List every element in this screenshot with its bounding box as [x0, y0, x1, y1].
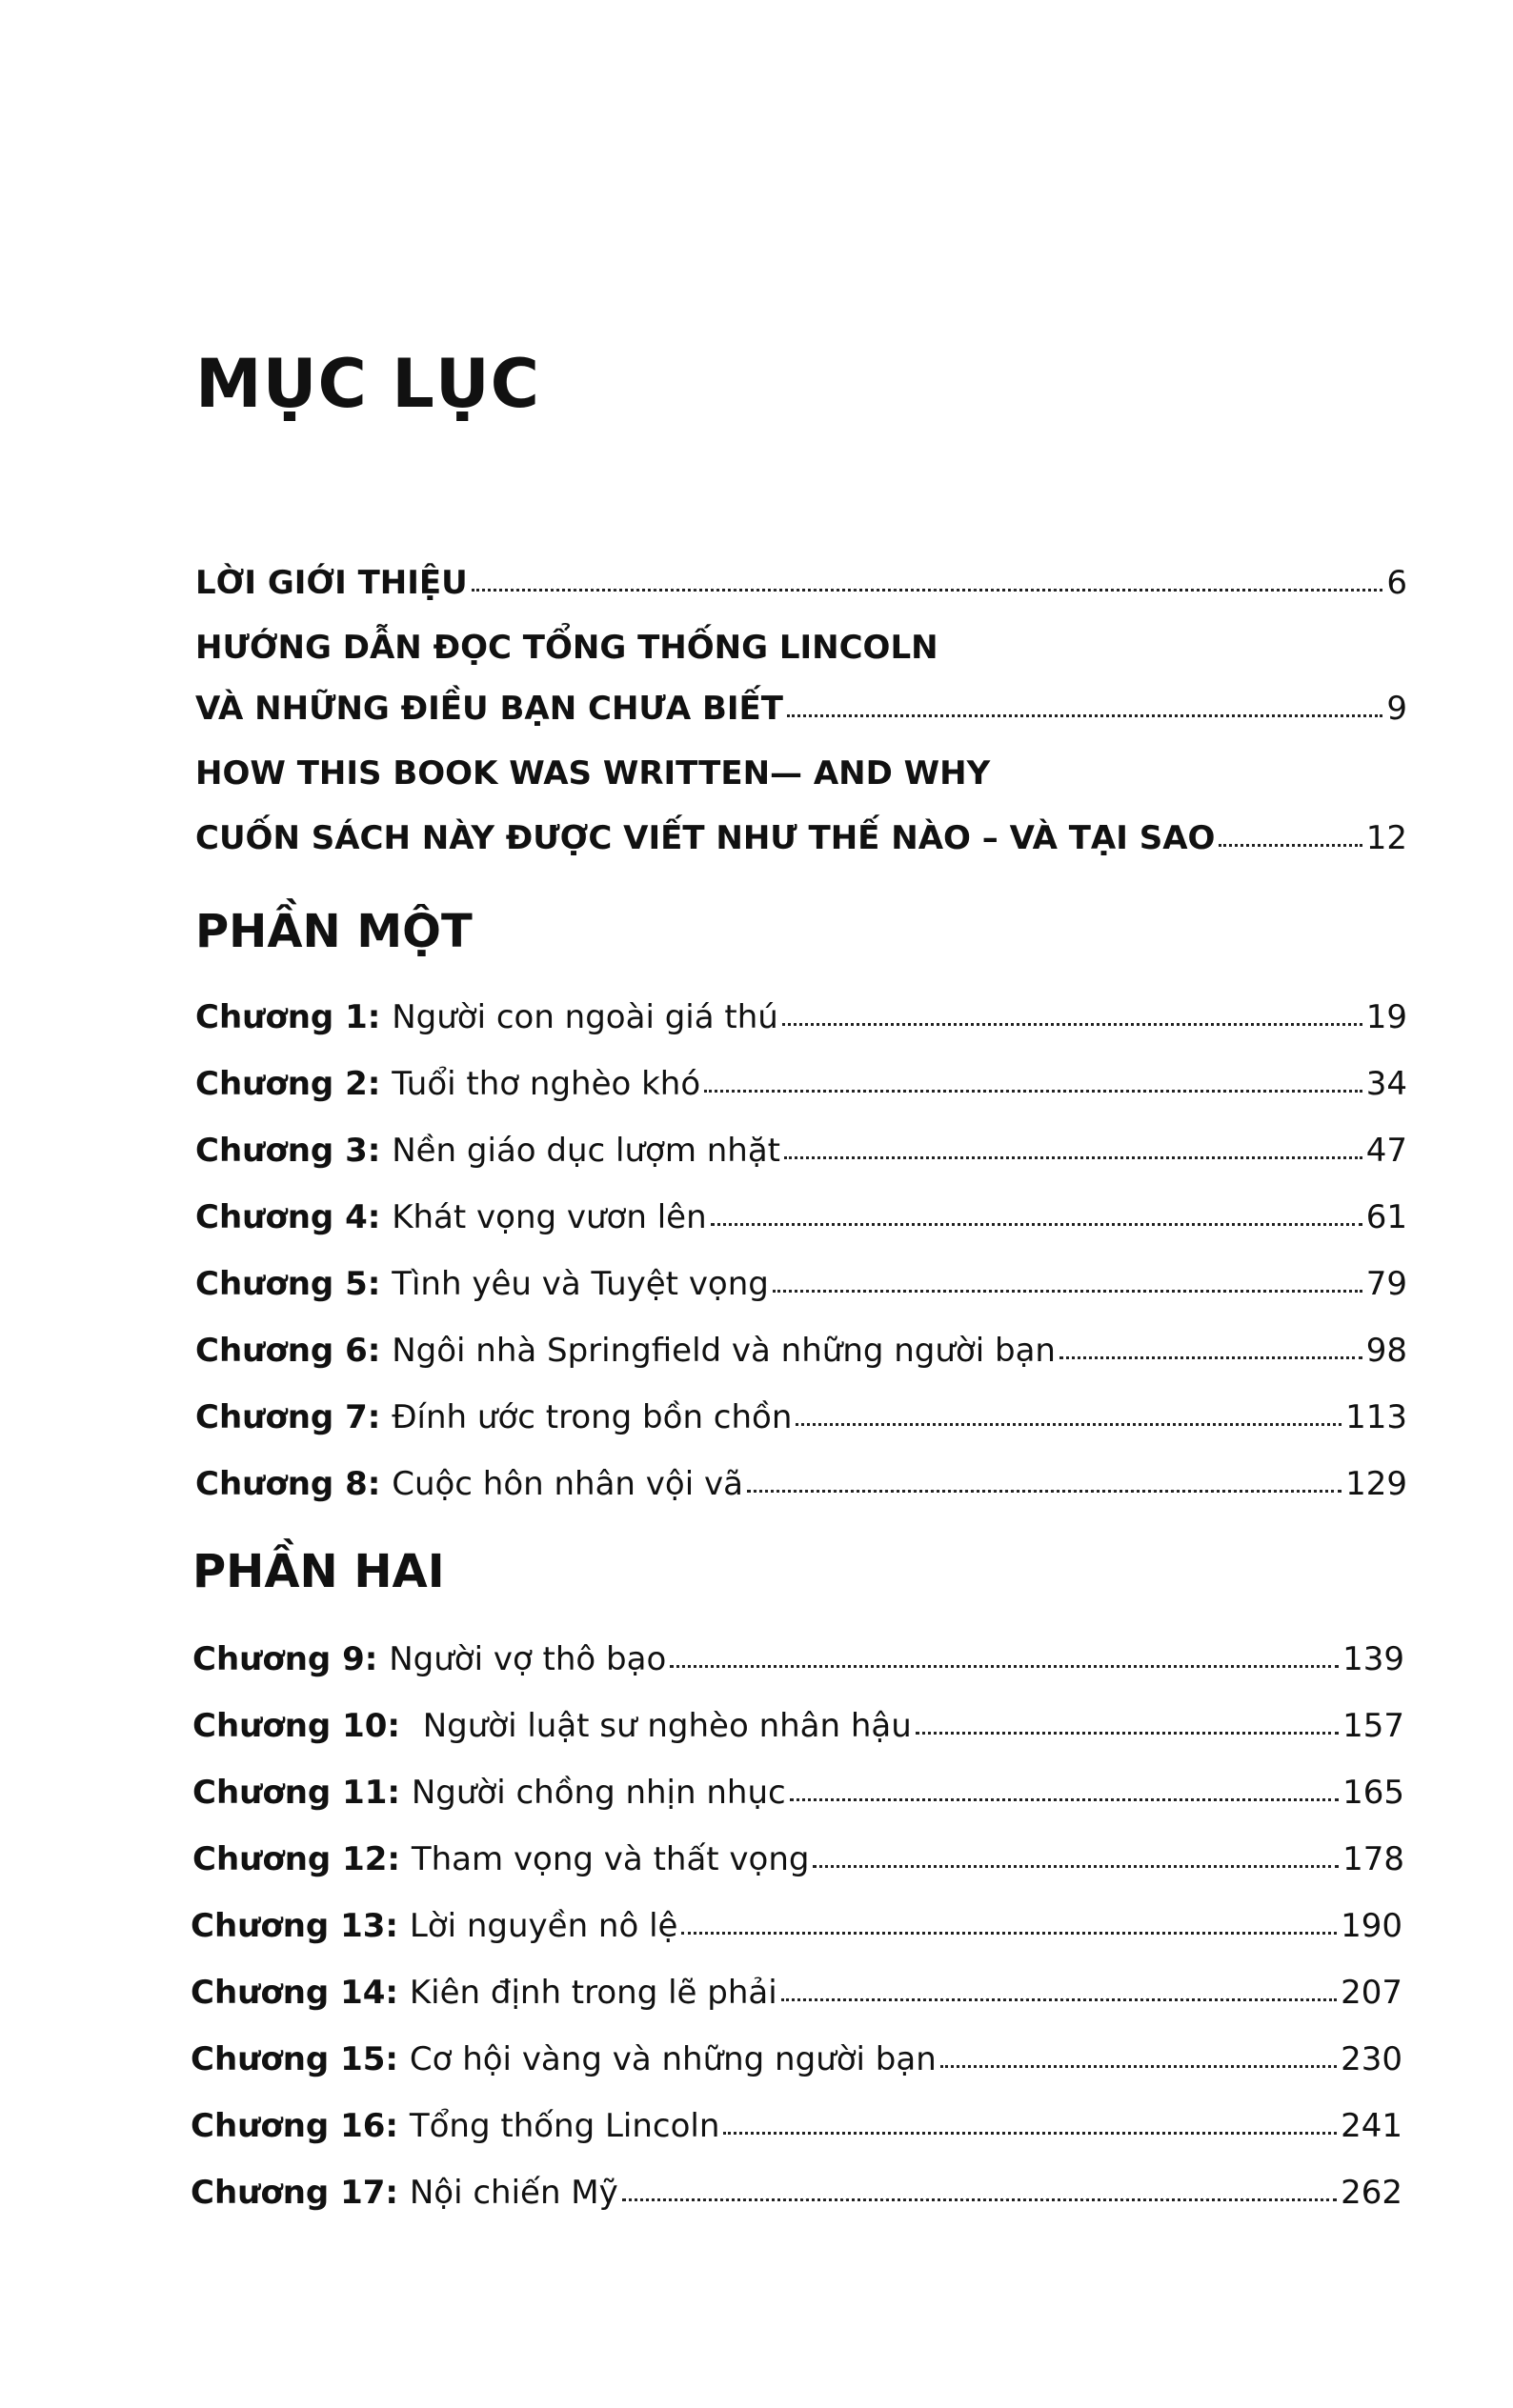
leader-dots: [787, 714, 1382, 717]
leader-dots: [711, 1223, 1362, 1226]
leader-dots: [472, 589, 1383, 592]
toc-chapter-4[interactable]: Chương 4 : Khát vọng vươn lên 61: [195, 1198, 1407, 1236]
leader-dots: [916, 1732, 1339, 1735]
chapter-label: Chương 2: [195, 1065, 368, 1103]
page-number: 79: [1365, 1265, 1407, 1303]
part-two-title: PHẦN HAI: [192, 1545, 445, 1598]
toc-chapter-7[interactable]: Chương 7 : Đính ước trong bồn chồn 113: [195, 1398, 1407, 1436]
chapter-title: Người luật sư nghèo nhân hậu: [422, 1707, 912, 1745]
toc-chapter-16[interactable]: Chương 16 : Tổng thống Lincoln 241: [191, 2107, 1402, 2145]
toc-chapter-17[interactable]: Chương 17 : Nội chiến Mỹ 262: [191, 2174, 1402, 2212]
toc-chapter-6[interactable]: Chương 6 : Ngôi nhà Springfield và những người bạn 98: [195, 1332, 1407, 1370]
toc-entry-how-written-line1: HOW THIS BOOK WAS WRITTEN— AND WHY: [195, 754, 991, 793]
chapter-title: Nội chiến Mỹ: [409, 2174, 618, 2212]
chapter-title: Người con ngoài giá thú: [392, 998, 778, 1036]
leader-dots: [781, 1998, 1337, 2001]
chapter-title: Nền giáo dục lượm nhặt: [392, 1132, 781, 1170]
leader-dots: [813, 1865, 1339, 1868]
chapter-title: Tổng thống Lincoln: [409, 2107, 720, 2145]
chapter-label: Chương 9: [192, 1640, 365, 1678]
chapter-label: Chương 6: [195, 1332, 368, 1370]
page-number: 190: [1341, 1907, 1402, 1945]
leader-dots: [723, 2132, 1337, 2135]
chapter-title: Người chồng nhịn nhục: [411, 1774, 786, 1812]
entry-title: CUỐN SÁCH NÀY ĐƯỢC VIẾT NHƯ THẾ NÀO – VÀ TẠI SAO: [195, 819, 1216, 857]
chapter-label: Chương 17: [191, 2174, 386, 2212]
chapter-label: Chương 11: [192, 1774, 388, 1812]
chapter-label: Chương 15: [191, 2040, 386, 2078]
chapter-title: Kiên định trong lẽ phải: [409, 1974, 777, 2012]
toc-chapter-12[interactable]: Chương 12 : Tham vọng và thất vọng 178: [192, 1840, 1404, 1878]
chapter-label: Chương 14: [191, 1974, 386, 2012]
toc-entry-how-written[interactable]: [195, 819, 1407, 857]
page-number: 262: [1341, 2174, 1402, 2212]
page-number: 241: [1341, 2107, 1402, 2145]
leader-dots: [790, 1798, 1339, 1801]
page-number: 61: [1365, 1198, 1407, 1236]
leader-dots: [773, 1290, 1362, 1293]
chapter-title: Tình yêu và Tuyệt vọng: [392, 1265, 769, 1303]
toc-entry-reading-guide[interactable]: [195, 690, 1407, 728]
chapter-label: Chương 5: [195, 1265, 368, 1303]
toc-chapter-8[interactable]: Chương 8 : Cuộc hôn nhân vội vã 129: [195, 1465, 1407, 1503]
leader-dots: [704, 1090, 1362, 1093]
chapter-title: Ngôi nhà Springfield và những người bạn: [392, 1332, 1056, 1370]
part-one-title: PHẦN MỘT: [195, 905, 473, 958]
chapter-label: Chương 10: [192, 1707, 388, 1745]
leader-dots: [622, 2198, 1337, 2201]
toc-chapter-11[interactable]: Chương 11 : Người chồng nhịn nhục 165: [192, 1774, 1404, 1812]
chapter-title: Khát vọng vươn lên: [392, 1198, 707, 1236]
page-number: 98: [1365, 1332, 1407, 1370]
toc-chapter-3[interactable]: [195, 1132, 1407, 1170]
toc-chapter-14[interactable]: Chương 14 : Kiên định trong lẽ phải 207: [191, 1974, 1402, 2012]
page-number: 6: [1386, 564, 1407, 602]
toc-chapter-15[interactable]: Chương 15 : Cơ hội vàng và những người bạn 230: [191, 2040, 1402, 2078]
leader-dots: [1059, 1356, 1362, 1359]
entry-title: VÀ NHỮNG ĐIỀU BẠN CHƯA BIẾT: [195, 690, 783, 728]
chapter-title: Tham vọng và thất vọng: [411, 1840, 810, 1878]
leader-dots: [796, 1423, 1342, 1426]
page-number: 139: [1342, 1640, 1404, 1678]
chapter-title: Cơ hội vàng và những người bạn: [409, 2040, 937, 2078]
page-number: 113: [1345, 1398, 1407, 1436]
page-number: 129: [1345, 1465, 1407, 1503]
chapter-title: Lời nguyền nô lệ: [409, 1907, 678, 1945]
toc-chapter-2[interactable]: Chương 2 : Tuổi thơ nghèo khó 34: [195, 1065, 1407, 1103]
leader-dots: [670, 1665, 1339, 1668]
chapter-label: Chương 7: [195, 1398, 368, 1436]
chapter-label: Chương 16: [191, 2107, 386, 2145]
leader-dots: [784, 1156, 1362, 1159]
page-number: 19: [1365, 998, 1407, 1036]
chapter-title: Người vợ thô bạo: [389, 1640, 667, 1678]
leader-dots: [747, 1490, 1342, 1493]
page-number: 157: [1342, 1707, 1404, 1745]
chapter-label: Chương 4: [195, 1198, 368, 1236]
chapter-title: Tuổi thơ nghèo khó: [392, 1065, 701, 1103]
chapter-title: Đính ước trong bồn chồn: [392, 1398, 793, 1436]
page-number: 12: [1365, 819, 1407, 857]
page-number: 178: [1342, 1840, 1404, 1878]
page-number: 9: [1386, 690, 1407, 728]
page-number: 207: [1341, 1974, 1402, 2012]
entry-title: LỜI GIỚI THIỆU: [195, 564, 468, 602]
toc-chapter-10[interactable]: Chương 10 : Người luật sư nghèo nhân hậu 157: [192, 1707, 1404, 1745]
chapter-label: Chương 3:: [195, 1132, 381, 1170]
toc-title: MỤC LỤC: [195, 345, 541, 423]
chapter-label: Chương 12: [192, 1840, 388, 1878]
toc-chapter-1[interactable]: Chương 1 : Người con ngoài giá thú 19: [195, 998, 1407, 1036]
page-number: 165: [1342, 1774, 1404, 1812]
chapter-title: Cuộc hôn nhân vội vã: [392, 1465, 743, 1503]
leader-dots: [940, 2065, 1337, 2068]
page-number: 230: [1341, 2040, 1402, 2078]
toc-chapter-5[interactable]: Chương 5 : Tình yêu và Tuyệt vọng 79: [195, 1265, 1407, 1303]
leader-dots: [782, 1023, 1362, 1026]
chapter-label: Chương 8: [195, 1465, 368, 1503]
toc-chapter-13[interactable]: Chương 13 : Lời nguyền nô lệ 190: [191, 1907, 1402, 1945]
chapter-label: Chương 1: [195, 998, 368, 1036]
chapter-label: Chương 13: [191, 1907, 386, 1945]
toc-chapter-9[interactable]: Chương 9 : Người vợ thô bạo 139: [192, 1640, 1404, 1678]
page-number: 34: [1365, 1065, 1407, 1103]
page-number: 47: [1365, 1132, 1407, 1170]
leader-dots: [681, 1932, 1337, 1935]
toc-entry-reading-guide-line1: HƯỚNG DẪN ĐỌC TỔNG THỐNG LINCOLN: [195, 629, 938, 667]
leader-dots: [1219, 844, 1362, 847]
toc-entry-introduction[interactable]: [195, 564, 1407, 602]
